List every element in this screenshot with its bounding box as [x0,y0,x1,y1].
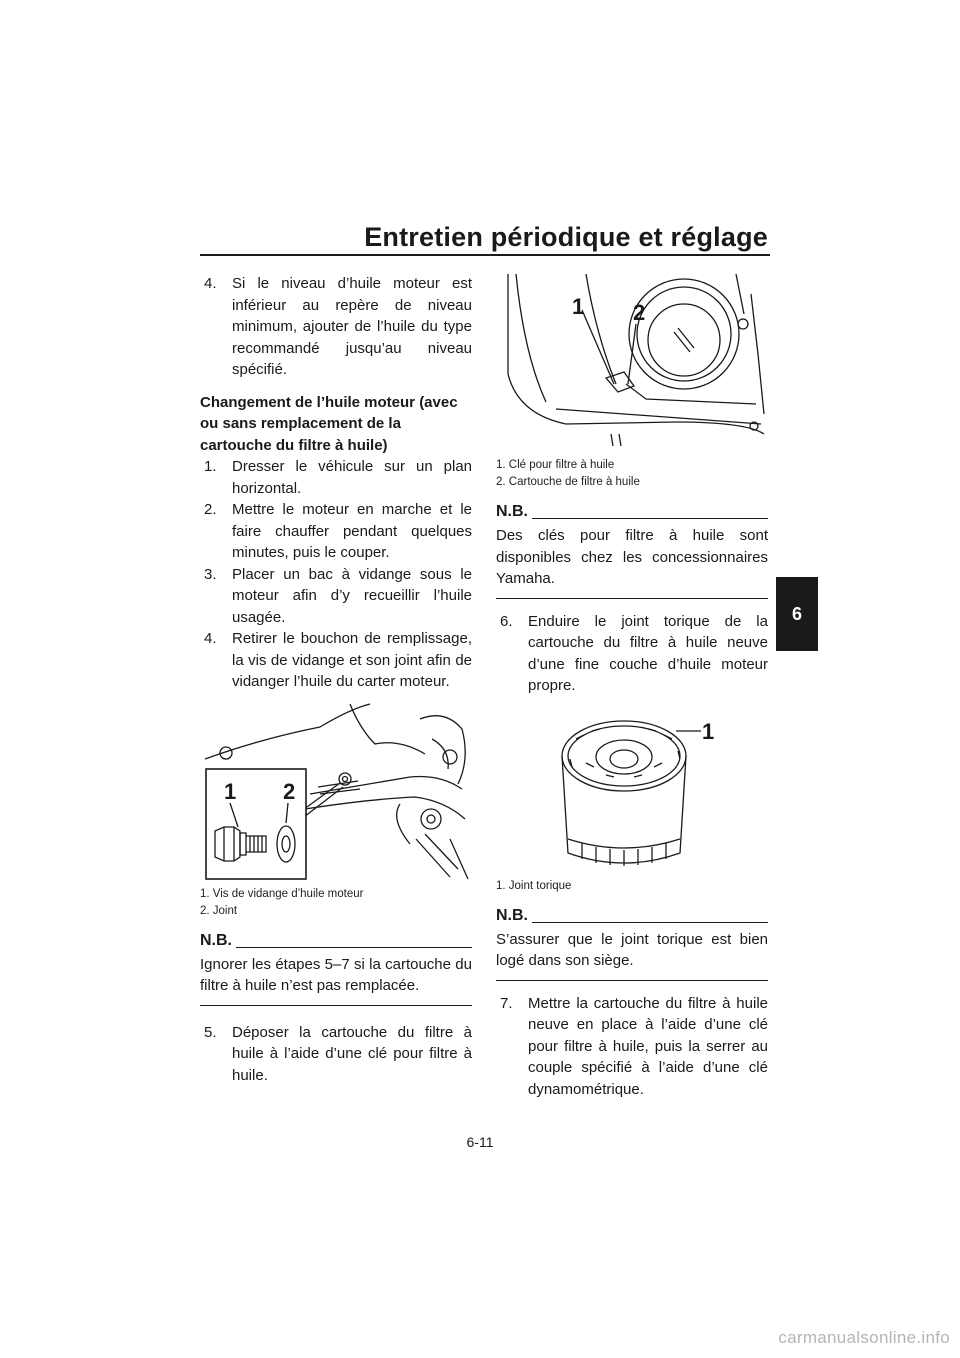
step-text: Placer un bac à vidange sous le moteur afin d’y recueillir l’huile usagée. [232,565,472,626]
caption-item: 1. Joint torique [496,879,572,892]
step-7 [500,993,768,1101]
step-text: Mettre le moteur en marche et le faire chauffer pendant quelques minutes, puis le couper. [232,501,472,561]
step-number: 4. [204,275,217,292]
step-4-check [204,273,472,381]
caption-item: 2. Joint [200,904,238,917]
note-text: S’assurer que le joint torique est bien logé dans son siège. [496,930,768,969]
chapter-tab: 6 [776,577,818,651]
page-title: Entretien périodique et réglage [364,222,768,252]
step-text: Si le niveau d’huile moteur est inférieur au repère de niveau minimum, ajouter de l’huile du type recommandé jusqu’au niveau spécifié. [232,275,472,378]
figure1-captions [200,886,472,920]
step-6 [500,611,768,697]
step-number: 5. [204,1023,217,1041]
note-box-2 [496,503,768,599]
step-number: 4. [204,630,217,647]
figure2-captions [496,457,768,491]
step-text: Dresser le véhicule sur un plan horizontal. [232,458,472,497]
drain-steps [200,456,472,693]
figure3-callout-1: 1 [702,718,715,744]
note-end-rule [200,1005,472,1006]
step-number: 3. [204,565,217,583]
figure1-callout-2: 2 [283,778,296,804]
step-2 [204,499,472,564]
step-1 [204,456,472,499]
note-rule [532,518,768,519]
step-4 [204,628,472,693]
note-label: N.B. [496,503,528,520]
note-box-1 [200,932,472,1006]
figure3-captions [496,878,768,895]
note-label: N.B. [200,931,232,949]
note-end-rule [496,598,768,599]
figure2-callout-2: 2 [633,300,646,325]
step-text: Enduire le joint torique de la cartouche du filtre à huile neuve d’une fine couche d’huile moteur propre. [528,612,768,694]
left-column [200,273,472,1086]
step-number: 7. [500,994,513,1012]
caption-item: 2. Cartouche de filtre à huile [496,476,640,488]
filter-cartridge-figure [496,711,768,895]
note-text: Ignorer les étapes 5–7 si la cartouche du filtre à huile n’est pas remplacée. [200,955,472,994]
step-number: 1. [204,458,217,475]
step-text: Retirer le bouchon de remplissage, la vis de vidange et son joint afin de vidanger l’huile du carter moteur. [232,630,472,690]
drain-bolt-illustration [200,699,472,881]
section-heading: Changement de l’huile moteur (avec ou sans remplacement de la cartouche du filtre à huile) [200,393,458,454]
step-text: Mettre la cartouche du filtre à huile neuve en place à l’aide d’une clé pour filtre à huile, puis la serrer au couple spécifié à l’aide d’une clé dynamométrique. [528,994,768,1098]
note-text: Des clés pour filtre à huile sont disponibles chez les concessionnaires Yamaha. [496,527,768,587]
caption-item: 1. Vis de vidange d’huile moteur [200,887,364,900]
figure1-callout-1: 1 [224,778,237,804]
step-5 [204,1022,472,1087]
drain-bolt-figure [200,699,472,920]
caption-item: 1. Clé pour filtre à huile [496,459,615,471]
filter-cartridge-illustration [496,711,768,871]
note-rule [532,922,768,923]
title-rule [200,254,770,256]
note-box-3 [496,907,768,981]
note-end-rule [496,980,768,981]
step-number: 2. [204,501,217,518]
step-text: Déposer la cartouche du filtre à huile à l’aide d’une clé pour filtre à huile. [232,1023,472,1084]
note-rule [236,947,472,948]
note-label: N.B. [496,906,528,924]
right-column [496,274,768,1100]
filter-wrench-figure [496,274,768,491]
step-number: 6. [500,612,513,630]
watermark: carmanualsonline.info [778,1328,950,1347]
figure2-callout-1: 1 [572,294,585,319]
filter-wrench-illustration [496,274,768,446]
step-3 [204,564,472,629]
page-number: 6-11 [466,1134,494,1150]
